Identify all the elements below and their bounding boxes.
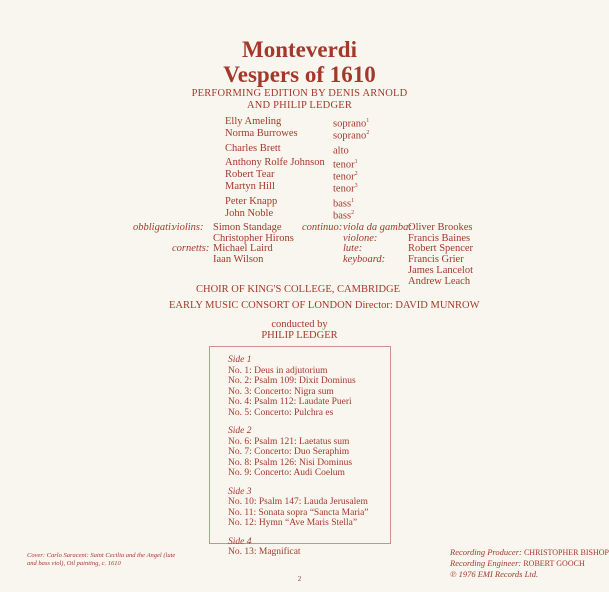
voice-number: 1: [354, 159, 358, 165]
cornetts-player-1: Michael Laird: [213, 243, 273, 254]
singer-name: Norma Burrowes: [225, 128, 298, 139]
track-item: No. 13: Magnificat: [228, 547, 301, 557]
edition-line-1: PERFORMING EDITION BY DENIS ARNOLD: [191, 88, 408, 99]
singer-name: Martyn Hill: [225, 181, 275, 192]
side-label: Side 2: [228, 426, 252, 436]
lute-label: lute:: [343, 243, 363, 254]
singer-name: Anthony Rolfe Johnson: [225, 157, 325, 168]
album-title: Monteverdi: [242, 37, 357, 62]
side-block: [228, 537, 369, 558]
recording-credits: [450, 547, 609, 580]
producer-name: CHRISTOPHER BISHOP: [523, 548, 609, 557]
voice-number: 2: [351, 210, 355, 216]
conducted-by: conducted by: [271, 319, 328, 330]
choir-line: CHOIR OF KING'S COLLEGE, CAMBRIDGE: [196, 284, 401, 295]
violins-player-1: Simon Standage: [213, 222, 282, 233]
violone-player: Francis Baines: [408, 233, 471, 244]
track-item: No. 11: Sonata sopra “Sancta Maria”: [228, 507, 369, 518]
voice-type: soprano: [333, 130, 367, 142]
singer-voice: [333, 180, 358, 196]
track-item: No. 10: Psalm 147: Lauda Jerusalem: [228, 497, 368, 507]
track-item: No. 12: Hymn “Ave Maris Stella”: [228, 518, 358, 528]
engineer-label: Recording Engineer:: [450, 558, 522, 568]
violins-label: violins:: [172, 222, 204, 233]
keyboard-player-3: Andrew Leach: [408, 276, 471, 287]
producer-label: Recording Producer:: [450, 547, 522, 557]
cover-note-line-1: Cover: Carlo Saraceni: Saint Cecilia and the Angel (lute: [27, 552, 176, 559]
violone-label: violone:: [343, 233, 378, 244]
voice-number: 1: [366, 118, 370, 124]
cover-note-line-2: and bass viol), Oil painting, c. 1610: [27, 560, 121, 567]
engineer-name: ROBERT GOOCH: [523, 559, 585, 568]
track-item: No. 3: Concerto: Nigra sum: [228, 386, 334, 397]
edition-line-2: AND PHILIP LEDGER: [246, 100, 353, 111]
singer-name: Charles Brett: [225, 143, 281, 154]
track-list: [228, 355, 369, 566]
side-label: Side 1: [228, 355, 252, 365]
voice-type: bass: [333, 210, 352, 222]
voice-number: 3: [354, 183, 358, 189]
voice-type: tenor: [333, 183, 355, 195]
page-number: 2: [297, 575, 302, 583]
cornetts-label: cornetts:: [172, 243, 210, 254]
copyright: ℗ 1976 EMI Records Ltd.: [450, 569, 539, 579]
voice-type: soprano: [333, 118, 367, 130]
track-item: No. 7: Concerto: Duo Seraphim: [228, 447, 350, 457]
side-block: [228, 487, 369, 529]
album-subtitle: Vespers of 1610: [223, 62, 376, 87]
voice-type: alto: [333, 145, 349, 157]
continuo-label: continuo:: [302, 222, 343, 233]
singer-name: John Noble: [225, 208, 274, 219]
keyboard-player-1: Francis Grier: [408, 254, 464, 265]
singer-name: Elly Ameling: [225, 116, 282, 127]
side-block: [228, 426, 369, 479]
track-item: No. 8: Psalm 126: Nisi Dominus: [228, 457, 353, 468]
singer-voice: [333, 127, 369, 143]
voice-number: 1: [351, 198, 355, 204]
lute-player: Robert Spencer: [408, 243, 474, 254]
track-item: No. 9: Concerto: Audi Coelum: [228, 468, 345, 478]
track-item: No. 5: Concerto: Pulchra es: [228, 407, 334, 418]
keyboard-player-2: James Lancelot: [408, 265, 474, 276]
side-block: [228, 355, 369, 418]
cover-note: [27, 552, 227, 568]
track-list-box: [209, 346, 391, 557]
track-item: No. 1: Deus in adjutorium: [228, 365, 328, 376]
side-label: Side 4: [228, 536, 252, 547]
gamba-player: Oliver Brookes: [408, 222, 473, 233]
conductor-name: PHILIP LEDGER: [261, 330, 338, 341]
voice-type: tenor: [333, 159, 355, 171]
gamba-label: viola da gamba:: [343, 222, 412, 233]
singer-name: Peter Knapp: [225, 196, 278, 207]
track-item: No. 4: Psalm 112: Laudate Pueri: [228, 397, 352, 407]
violins-player-2: Christopher Hirons: [213, 233, 294, 244]
track-item: No. 6: Psalm 121: Laetatus sum: [228, 436, 350, 447]
voice-type: tenor: [333, 171, 355, 183]
voice-type: bass: [333, 198, 352, 210]
voice-number: 2: [366, 130, 370, 136]
obbligati-label: obbligati:: [133, 222, 175, 233]
consort-line: EARLY MUSIC CONSORT OF LONDON Director: DAVID MUNROW: [169, 300, 480, 311]
cornetts-player-2: Iaan Wilson: [213, 254, 264, 265]
singer-name: Robert Tear: [225, 169, 275, 180]
keyboard-label: keyboard:: [343, 254, 386, 265]
voice-number: 2: [354, 171, 358, 177]
track-item: No. 2: Psalm 109: Dixit Dominus: [228, 376, 356, 386]
side-label: Side 3: [228, 486, 252, 497]
